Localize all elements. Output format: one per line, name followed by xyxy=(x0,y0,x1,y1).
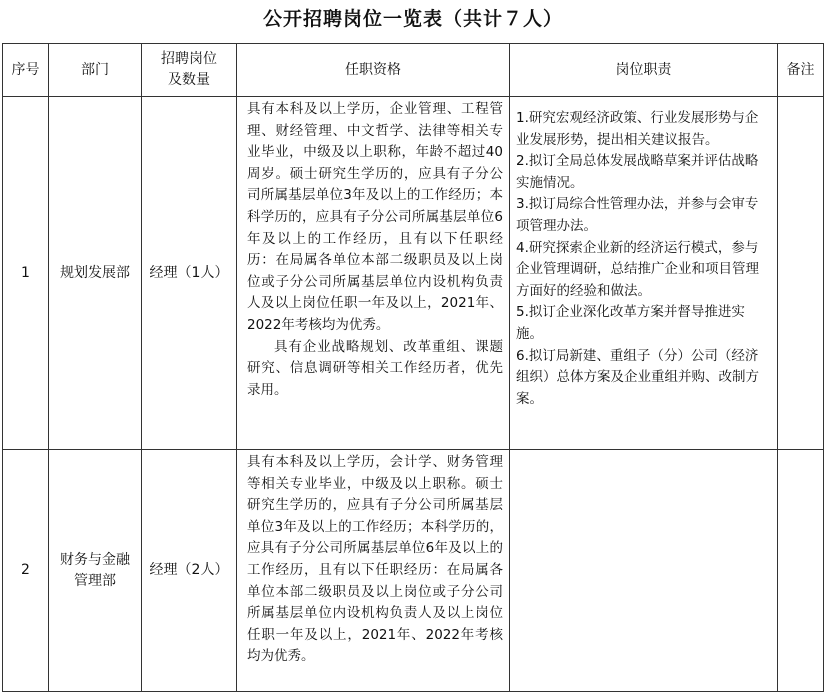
cell-requirements[interactable] xyxy=(237,450,510,692)
recruitment-table xyxy=(2,43,824,692)
cell-index[interactable]: 2 xyxy=(3,450,49,692)
cell-notes[interactable] xyxy=(778,97,824,450)
cell-dept[interactable]: 财务与金融 管理部 xyxy=(49,450,142,692)
header-duties[interactable]: 岗位职责 xyxy=(510,44,778,97)
header-index[interactable]: 序号 xyxy=(3,44,49,97)
duty-item: 5.拟订企业深化改革方案并督导推进实施。 xyxy=(516,304,745,342)
table-title: 公开招聘岗位一览表（共计７人） xyxy=(262,8,563,30)
requirements-text: 具有本科及以上学历，企业管理、工程管理、财经管理、中文哲学、法律等相关专业毕业，中级及以上职称，年龄不超过40周岁。硕士研究生学历的，应具有子分公司所属基层单位3年及以上的工作经历；本科学历的，应具有子分公司所属基层单位6年及以上的工作经历，且有以下任职经历：在局属各单位本部二级职员及以上岗位或子分公司所属基层单位内设机构负责人及以上岗位任职一年及以上，2021年、2022年考核均为优秀。 xyxy=(247,101,503,333)
cell-dept[interactable]: 规划发展部 xyxy=(49,97,142,450)
cell-requirements[interactable] xyxy=(237,97,510,450)
duty-item: 2.拟订全局总体发展战略草案并评估战略实施情况。 xyxy=(516,153,759,191)
header-position[interactable]: 招聘岗位 及数量 xyxy=(142,44,237,97)
cell-position[interactable]: 经理（1人） xyxy=(142,97,237,450)
duty-item: 4.研究探索企业新的经济运行模式，参与企业管理调研，总结推广企业和项目管理方面好的经验和做法。 xyxy=(516,239,759,299)
cell-duties[interactable] xyxy=(510,450,778,692)
cell-notes[interactable] xyxy=(778,450,824,692)
table-row xyxy=(3,97,824,450)
header-row xyxy=(3,44,824,97)
requirements-extra-text: 具有企业战略规划、改革重组、课题研究、信息调研等相关工作经历者，优先录用。 xyxy=(247,338,503,398)
header-notes[interactable]: 备注 xyxy=(778,44,824,97)
duty-item: 6.拟订局新建、重组子（分）公司（经济组织）总体方案及企业重组并购、改制方案。 xyxy=(516,347,759,407)
header-requirements[interactable]: 任职资格 xyxy=(237,44,510,97)
table-row xyxy=(3,450,824,692)
header-dept[interactable]: 部门 xyxy=(49,44,142,97)
requirements-text: 具有本科及以上学历，会计学、财务管理等相关专业毕业，中级及以上职称。硕士研究生学历的，应具有子分公司所属基层单位3年及以上的工作经历；本科学历的，应具有子分公司所属基层单位6年及以上的工作经历，且有以下任职经历：在局属各单位本部二级职员及以上岗位或子分公司所属基层单位内设机构负责人及以上岗位任职一年及以上，2021年、2022年考核均为优秀。 xyxy=(247,454,503,665)
cell-index[interactable]: 1 xyxy=(3,97,49,450)
cell-position[interactable]: 经理（2人） xyxy=(142,450,237,692)
duty-item: 3.拟订局综合性管理办法，并参与会审专项管理办法。 xyxy=(516,196,759,234)
cell-duties[interactable] xyxy=(510,97,778,450)
duty-item: 1.研究宏观经济政策、行业发展形势与企业发展形势，提出相关建议报告。 xyxy=(516,110,759,148)
